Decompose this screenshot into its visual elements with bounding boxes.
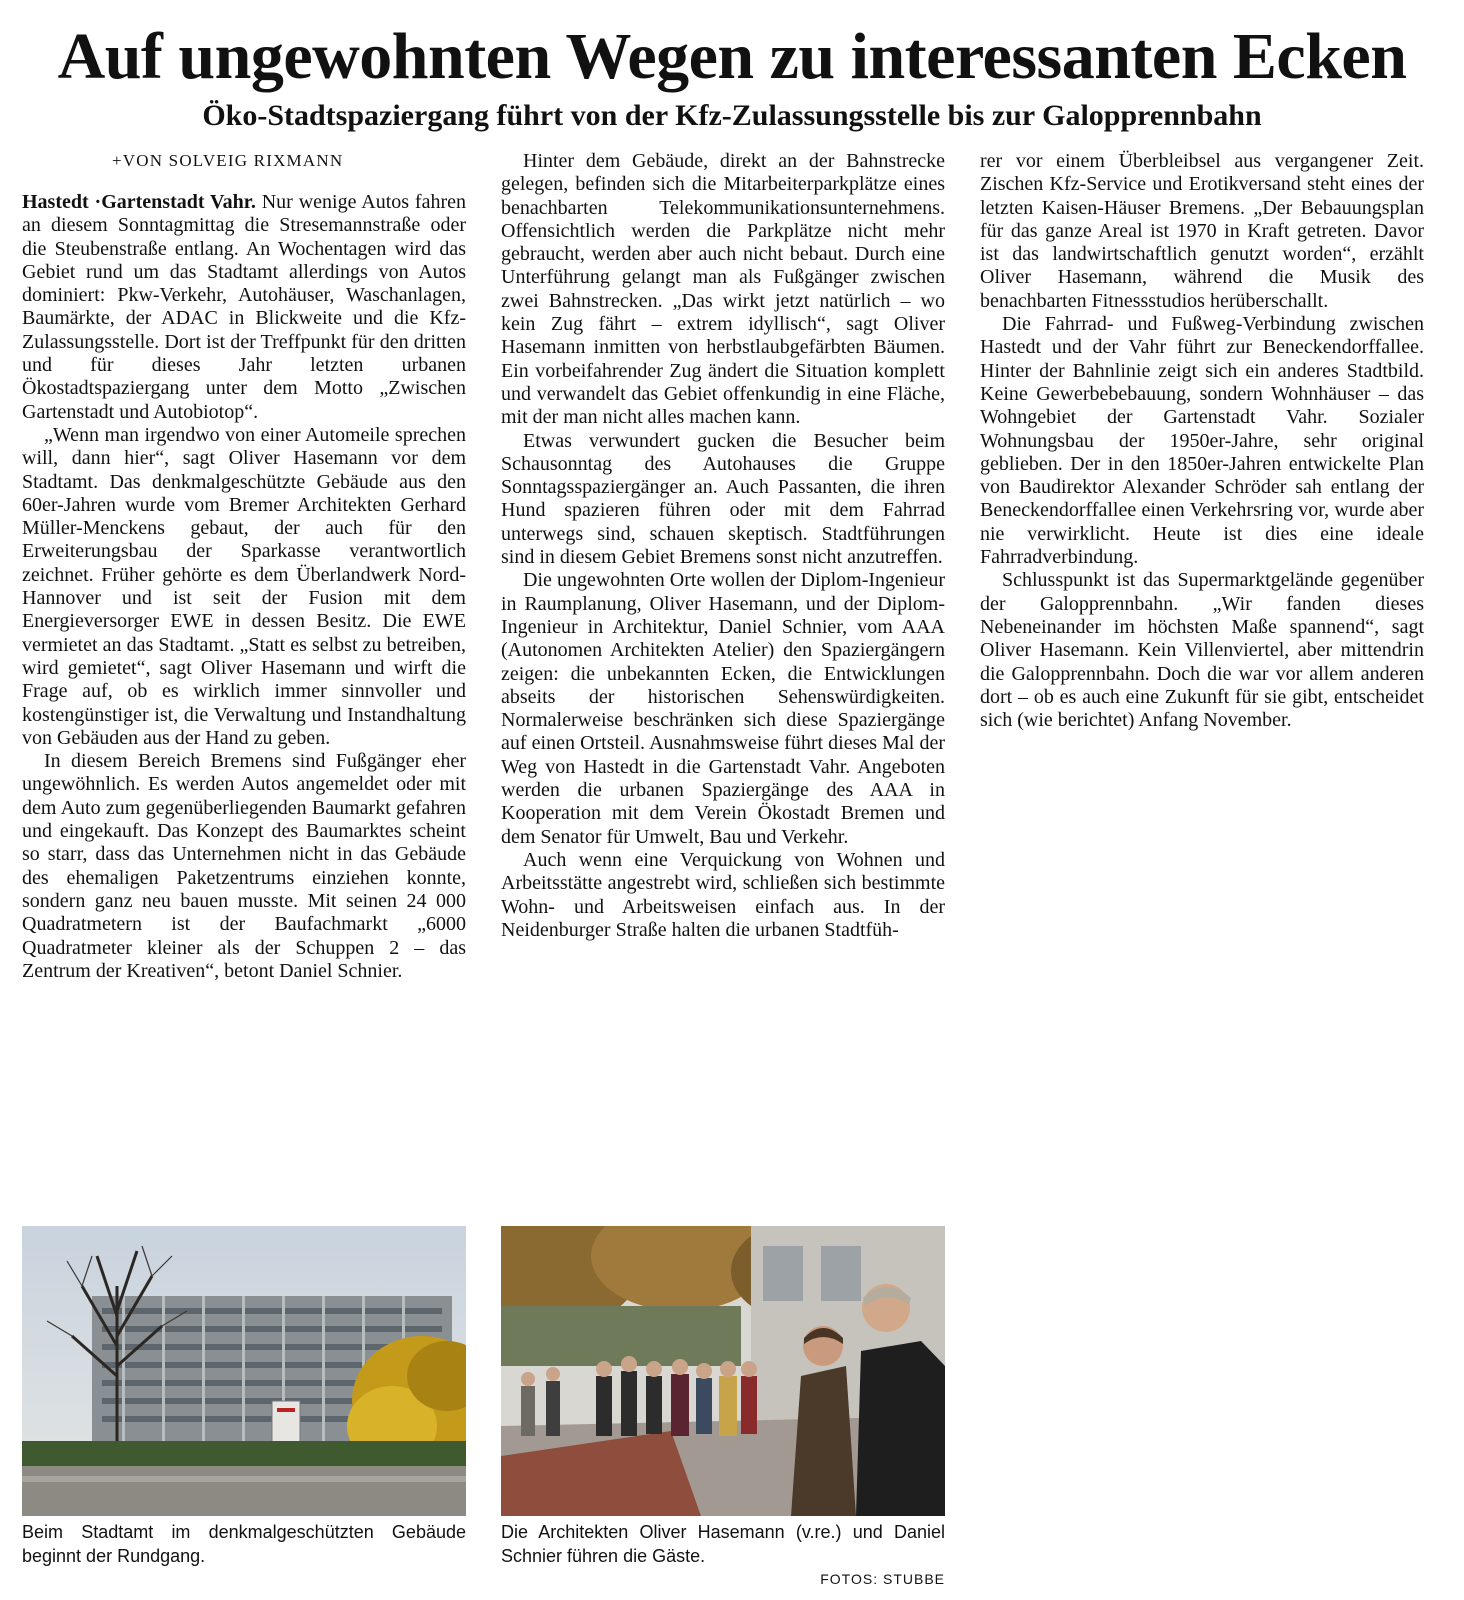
paragraph: In diesem Bereich Bremens sind Fußgänger eher ungewöhnlich. Es werden Autos angemeldet oder mit dem Auto zum gegenüberliegenden Baumarkt gefahren und eingekauft. Das Konzept des Baumarktes scheint so starr, dass das Unternehmen nicht in das Gebäude des ehemaligen Paketzentrums einziehen konnte, sondern ganz neu bauen musste. Mit seinen 24 000 Quadratmetern ist der Baufachmarkt „6000 Quadratmeter kleiner als der Schuppen 2 – das Zentrum der Kreativen“, betont Daniel Schnier. [22,750,466,982]
paragraph: rer vor einem Überbleibsel aus vergangener Zeit. Zischen Kfz-Service und Erotikversand steht eines der letzten Kaisen-Häuser Bremens. „Der Bebauungsplan für das ganze Areal ist 1970 in Kraft getreten. Davor ist das landwirtschaftlich genutzt worden“, erzählt Oliver Hasemann, während die Musik des benachbarten Fitnessstudios herüberschallt. [980,150,1424,312]
article-column-3 [980,150,1424,732]
photo-caption-2: Die Architekten Oliver Hasemann (v.re.) und Daniel Schnier führen die Gäste. [501,1522,945,1566]
photo-architekten-image [501,1226,945,1516]
paragraph: Etwas verwundert gucken die Besucher beim Schausonntag des Autohauses die Gruppe Sonntagsspaziergänger an. Auch Passanten, die ihren Hund spazieren führen oder mit dem Fahrrad unterwegs sind, schauen skeptisch. Stadtführungen sind in diesem Gebiet Bremens sonst nicht anzutreffen. [501,429,945,569]
paragraph: Auch wenn eine Verquickung von Wohnen und Arbeitsstätte angestrebt wird, schließen sich bestimmte Wohn- und Arbeitsweisen einfach aus. In der Neidenburger Straße halten die urbanen Stadtfüh- [501,848,945,941]
paragraph: Die Fahrrad- und Fußweg-Verbindung zwischen Hastedt und der Vahr führt zur Beneckendorffallee. Hinter der Bahnlinie zeigt sich ein anderes Stadtbild. Keine Gewerbebebauung, sondern Wohnhäuser – das Wohngebiet der Gartenstadt Vahr. Sozialer Wohnungsbau der 1950er-Jahre, sehr original geblieben. Der in den 1850er-Jahren entwickelte Plan von Baudirektor Alexander Schröder sah entlang der Beneckendorffallee einen Verkehrsring vor, wurde aber nie verwirklicht. Heute ist dies eine ideale Fahrradverbindung. [980,313,1424,569]
paragraph: Hinter dem Gebäude, direkt an der Bahnstrecke gelegen, befinden sich die Mitarbeiterparkplätze eines benachbarten Telekommunikationsunternehmens. Offensichtlich werden die Parkplätze nicht mehr gebraucht, werden aber auch nicht bebaut. Durch eine Unterführung gelangt man als Fußgänger zwischen zwei Bahnstrecken. „Das wirkt jetzt natürlich – wo kein Zug fährt – extrem idyllisch“, sagt Oliver Hasemann inmitten von herbstlaubgefärbten Bäumen. Ein vorbeifahrender Zug ändert die Situation komplett und verwandelt das Gebiet offenkundig in eine Fläche, mit der man nicht alles machen kann. [501,150,945,429]
paragraph [22,191,466,424]
paragraph: Die ungewohnten Orte wollen der Diplom-Ingenieur in Raumplanung, Oliver Hasemann, und der Diplom-Ingenieur in Architektur, Daniel Schnier, vom AAA (Autonomen Architekten Atelier) den Spaziergängern zeigen: die unbekannten Ecken, die Entwicklungen abseits der historischen Sehenswürdigkeiten. Normalerweise beschränken sich diese Spaziergänge auf einen Ortsteil. Ausnahmsweise führt dieses Mal der Weg von Hastedt in die Gartenstadt Vahr. Angeboten werden die urbanen Spaziergänge des AAA in Kooperation mit dem Verein Ökostadt Bremen und dem Senator für Umwelt, Bau und Verkehr. [501,569,945,848]
subheadline: Öko-Stadtspaziergang führt von der Kfz-Zulassungsstelle bis zur Galopprennbahn [202,99,1262,132]
article-column-1 [22,150,466,983]
paragraph-text: Nur wenige Autos fahren an diesem Sonntagmittag die Stresemannstraße oder die Steubenstraße entlang. An Wochentagen wird das Gebiet rund um das Stadtamt allerdings von Autos dominiert: Pkw-Verkehr, Autohäuser, Waschanlagen, Baumärkte, der ADAC in Blickweite und die Kfz-Zulassungsstelle. Dort ist der Treffpunkt für den dritten und für dieses Jahr letzten urbanen Ökostadtspaziergang unter dem Motto „Zwischen Gartenstadt und Autobiotop“. [22,191,466,423]
headline: Auf ungewohnten Wegen zu interessanten Ecken [57,20,1407,93]
photo-stadtamt [22,1226,466,1516]
photo-architekten [501,1226,945,1516]
photo-caption-1: Beim Stadtamt im denkmalgeschützten Gebäude beginnt der Rundgang. [22,1522,466,1566]
photo-credit: FOTOS: STUBBE [820,1571,945,1587]
article-column-2 [501,150,945,942]
byline: +VON SOLVEIG RIXMANN [112,151,344,170]
photo-stadtamt-image [22,1226,466,1516]
paragraph: „Wenn man irgendwo von einer Automeile sprechen will, dann hier“, sagt Oliver Hasemann vor dem Stadtamt. Das denkmalgeschützte Gebäude aus den 60er-Jahren wurde vom Bremer Architekten Gerhard Müller-Menckens gebaut, der auch für den Erweiterungsbau der Sparkasse verantwortlich zeichnet. Früher gehörte es dem Überlandwerk Nord-Hannover und ist seit der Fusion mit dem Energieversorger EWE in dessen Besitz. Die EWE vermietet an das Stadtamt. „Statt es selbst zu betreiben, wird gemietet“, sagt Oliver Hasemann und wirft die Frage auf, ob es wirklich immer sinnvoller und kostengünstiger ist, die Verwaltung und Instandhaltung von Gebäuden aus der Hand zu geben. [22,423,466,749]
dateline: Hastedt ·Gartenstadt Vahr. [22,191,256,213]
paragraph: Schlusspunkt ist das Supermarktgelände gegenüber der Galopprennbahn. „Wir fanden dieses Nebeneinander im höchsten Maße spannend“, sagt Oliver Hasemann. Kein Villenviertel, aber mittendrin die Galopprennbahn. Doch die war vor allem anderen dort – ob es auch eine Zukunft für sie gibt, entscheidet sich (wie berichtet) Anfang November. [980,569,1424,732]
